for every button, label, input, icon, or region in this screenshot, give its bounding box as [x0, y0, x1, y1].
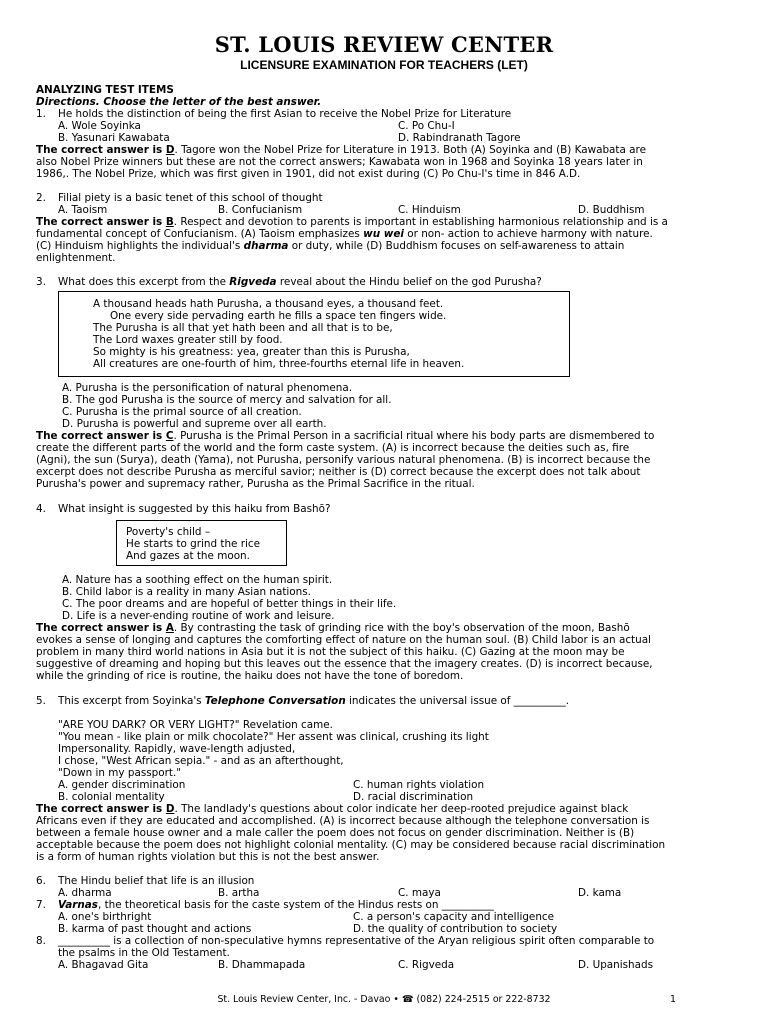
q2-explanation: The correct answer is B. Respect and devotion to parents is important in establishing harmonious relationship and is a fundamental concept of Confucianism. (A) Taoism emphasizes wu wei or non- action to achieve harmony with nature. (C) Hinduism highlights the individual's dharma or duty, while (D) Buddhism focuses on self-awareness to attain enlightenment. [36, 216, 668, 264]
q6-text: The Hindu belief that life is an illusion [58, 875, 255, 887]
q8-choice-b: B. Dhammapada [218, 959, 306, 971]
directions: Directions. Choose the letter of the best answer. [36, 96, 322, 108]
q2-text: Filial piety is a basic tenet of this school of thought [58, 192, 323, 204]
q5-choice-c: C. human rights violation [353, 779, 485, 791]
q1-number: 1. [36, 108, 46, 120]
q7-choice-c: C. a person's capacity and intelligence [353, 911, 555, 923]
footer-text: St. Louis Review Center, Inc. - Davao • ☎ (082) 224-2515 or 222-8732 [217, 994, 551, 1005]
q5-choice-d: D. racial discrimination [353, 791, 474, 803]
q1-choice-a: A. Wole Soyinka [58, 120, 141, 132]
q3-text: What does this excerpt from the Rigveda reveal about the Hindu belief on the god Purusha? [58, 276, 542, 288]
q3-number: 3. [36, 276, 46, 288]
page-subtitle: LICENSURE EXAMINATION FOR TEACHERS (LET) [240, 58, 528, 72]
answer-lead: The correct answer is [36, 144, 166, 156]
q2-choice-a: A. Taoism [58, 204, 108, 216]
q8-choice-c: C. Rigveda [398, 959, 455, 971]
q6-choice-a: A. dharma [58, 887, 112, 899]
poem-line: "ARE YOU DARK? OR VERY LIGHT?" Revelation came. [58, 719, 333, 731]
q5-number: 5. [36, 695, 46, 707]
q4-choice-c: C. The poor dreams and are hopeful of better things in their life. [62, 598, 397, 610]
q2-choice-b: B. Confucianism [218, 204, 303, 216]
q5-explanation: The correct answer is D. The landlady's questions about color indicate her deep-rooted prejudice against black Africans even if they are educated and accomplished. (A) is incorrect because although the telephone conversation is between a female house owner and a male caller the poem does not focus on gender discrimination. Neither is (B) acceptable because the poem does not highlight colonial mentality. (C) may be considered because racial discrimination is a form of human rights violation but this is not the best answer. [36, 803, 666, 863]
poem-line: I chose, "West African sepia." - and as an afterthought, [58, 755, 344, 767]
q3-choice-b: B. The god Purusha is the source of mercy and salvation for all. [62, 394, 392, 406]
q5-choice-a: A. gender discrimination [58, 779, 186, 791]
q7-number: 7. [36, 899, 46, 911]
q4-choice-d: D. Life is a never-ending routine of work and leisure. [62, 610, 335, 622]
q2-number: 2. [36, 192, 46, 204]
poem-line: He starts to grind the rice [126, 538, 261, 550]
poem-line: A thousand heads hath Purusha, a thousand eyes, a thousand feet. [93, 298, 444, 310]
poem-line: All creatures are one-fourth of him, three-fourths eternal life in heaven. [93, 358, 465, 370]
q5-text: This excerpt from Soyinka's Telephone Conversation indicates the universal issue of __________. [58, 695, 570, 707]
q4-choice-a: A. Nature has a soothing effect on the human spirit. [62, 574, 333, 586]
q3-choice-c: C. Purusha is the primal source of all creation. [62, 406, 302, 418]
answer-letter: D [165, 144, 175, 156]
poem-line: The Lord waxes greater still by food. [93, 334, 283, 346]
poem-line: Poverty's child – [126, 526, 211, 538]
poem-line: "You mean - like plain or milk chocolate?" Her assent was clinical, crushing its light [58, 731, 489, 743]
poem-line: And gazes at the moon. [126, 550, 250, 562]
q3-explanation: The correct answer is C. Purusha is the Primal Person in a sacrificial ritual where his body parts are dismembered to create the different parts of the world and the form caste system. (A) is incorrect because the deities such as, fire (Agni), the sun (Surya), death (Yama), not Purusha, personify various natural phenomena. (B) is incorrect because the excerpt does not describe Purusha as merciful savior; neither is (D) correct because the excerpt does not talk about Purusha's power and supremacy rather, Purusha as the Primal Sacrifice in the ritual. [36, 430, 655, 490]
q1-choice-d: D. Rabindranath Tagore [398, 132, 521, 144]
section-heading: ANALYZING TEST ITEMS [36, 84, 174, 96]
q1-choice-c: C. Po Chu-I [398, 120, 455, 132]
q3-choice-a: A. Purusha is the personification of natural phenomena. [62, 382, 353, 394]
q7-choice-d: D. the quality of contribution to society [353, 923, 558, 935]
q4-choice-b: B. Child labor is a reality in many Asian nations. [62, 586, 311, 598]
q6-choice-c: C. maya [398, 887, 441, 899]
q8-number: 8. [36, 935, 46, 947]
q1-text: He holds the distinction of being the first Asian to receive the Nobel Prize for Literature [58, 108, 512, 120]
q7-text: Varnas, the theoretical basis for the caste system of the Hindus rests on __________ [58, 899, 494, 911]
q2-choice-c: C. Hinduism [398, 204, 461, 216]
q6-choice-b: B. artha [218, 887, 260, 899]
q1-choice-b: B. Yasunari Kawabata [58, 132, 170, 144]
poem-line: One every side pervading earth he fills a space ten fingers wide. [110, 310, 447, 322]
q7-choice-a: A. one's birthright [58, 911, 152, 923]
q7-choice-b: B. karma of past thought and actions [58, 923, 252, 935]
q4-number: 4. [36, 503, 46, 515]
q4-explanation: The correct answer is A. By contrasting the task of grinding rice with the boy's observation of the moon, Bashō evokes a sense of longing and captures the comforting effect of nature on the human soul. (B) Child labor is an actual problem in many third world nations in Asia but it is not the subject of this haiku. (C) Gazing at the moon may be suggestive of dreaming and hoping but this leaves out the essence that the imagery creates. (D) is incorrect because, while the grinding of rice is routine, the haiku does not have the tone of boredom. [36, 622, 653, 682]
q8-choice-d: D. Upanishads [578, 959, 654, 971]
page-title: ST. LOUIS REVIEW CENTER [214, 32, 554, 57]
q8-choice-a: A. Bhagavad Gita [58, 959, 149, 971]
q1-explanation: The correct answer is D. Tagore won the Nobel Prize for Literature in 1913. Both (A) Soyinka and (B) Kawabata are also Nobel Prize winners but these are not the correct answers; Kawabata won in 1968 and Soyinka 18 years later in 1986,. The Nobel Prize, which was first given in 1901, did not exist during (C) Po Chu-I's time in 846 A.D. [36, 144, 646, 180]
q5-choice-b: B. colonial mentality [58, 791, 165, 803]
poem-line: The Purusha is all that yet hath been and all that is to be, [93, 322, 393, 334]
q8-text: __________ is a collection of non-speculative hymns representative of the Aryan religious spirit often comparable to [58, 935, 655, 947]
page-number: 1 [670, 994, 676, 1005]
q8-text-cont: the psalms in the Old Testament. [58, 947, 230, 959]
q6-choice-d: D. kama [578, 887, 622, 899]
poem-line: Impersonality. Rapidly, wave-length adjusted, [58, 743, 296, 755]
q2-choice-d: D. Buddhism [578, 204, 645, 216]
q4-text: What insight is suggested by this haiku from Bashō? [58, 503, 331, 515]
poem-line: "Down in my passport." [58, 767, 182, 779]
q6-number: 6. [36, 875, 46, 887]
poem-line: So mighty is his greatness: yea, greater than this is Purusha, [93, 346, 410, 358]
q3-choice-d: D. Purusha is powerful and supreme over all earth. [62, 418, 327, 430]
